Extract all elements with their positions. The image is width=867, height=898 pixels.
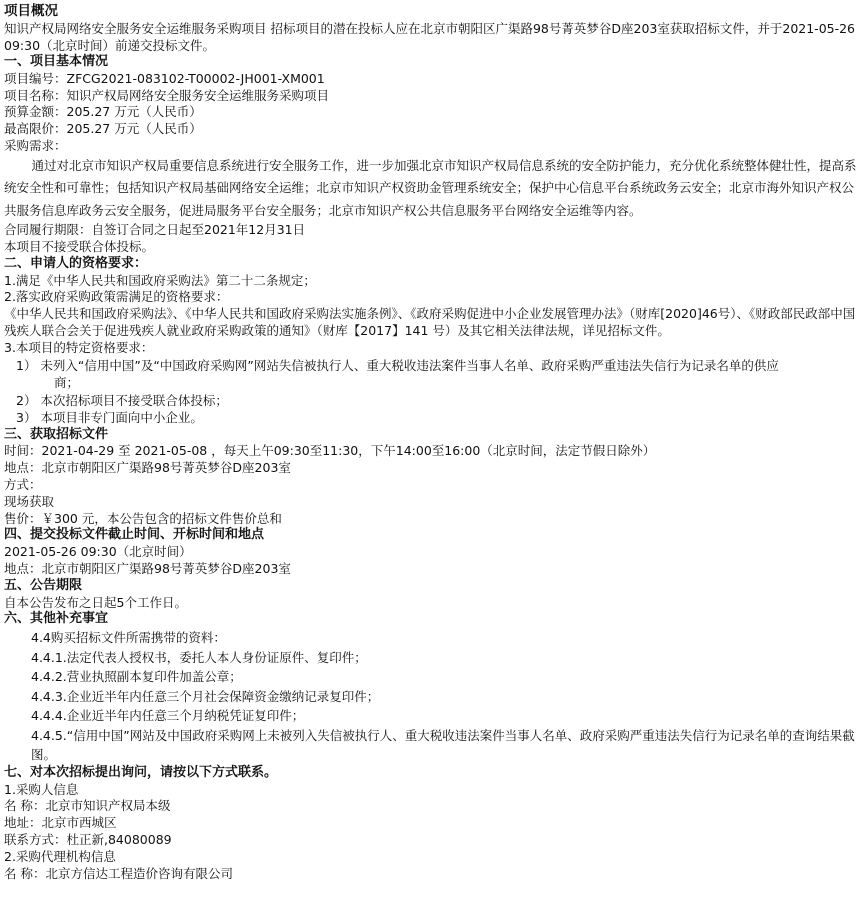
supplementary-item: 4.4.4.企业近半年内任意三个月纳税凭证复印件； [31,708,305,724]
project-name: 项目名称：知识产权局网络安全服务安全运维服务采购项目 [4,87,330,103]
supplementary-item: 4.4.2.营业执照副本复印件加盖公章； [31,669,242,685]
obtain-method-label: 方式： [4,477,42,493]
deadline-location: 地点：北京市朝阳区广渠路98号菁英梦谷D座203室 [4,561,291,577]
supplementary-item: 4.4购买招标文件所需携带的资料： [31,630,226,646]
doc-price: 售价：￥300 元，本公告包含的招标文件售价总和 [4,510,282,526]
section-heading-obtain-docs: 三、获取招标文件 [4,426,109,442]
requirement-text: 通过对北京市知识产权局重要信息系统进行安全服务工作，进一步加强北京市知识产权局信息系统的安全防护能力，充分优化系统整体健壮性，提高系统安全性和可靠性；包括知识产权局基础网络安全运维；北京市知识产权资助金管理系统安全；保护中心信息平台系统政务云安全；北京市海外知识产权公共服务信息库政务云安全服务，促进局服务平台安全服务；北京市知识产权公共信息服务平台网络安全运维等内容。 [4,157,857,218]
section-heading-supplementary: 六、其他补充事宜 [4,611,109,627]
budget-amount: 预算金额：205.27 万元（人民币） [4,104,202,120]
supplementary-item: 4.4.1.法定代表人授权书，委托人本人身份证原件、复印件； [31,649,367,665]
agency-info-label: 2.采购代理机构信息 [4,848,116,864]
purchaser-info-label: 1.采购人信息 [4,781,79,797]
project-overview-title: 项目概况 [4,3,58,19]
requirement-label: 采购需求： [4,137,67,153]
contract-period: 合同履行期限：自签订合同之日起至2021年12月31日 [4,222,306,238]
obtain-time: 时间：2021-04-29 至 2021-05-08 ，每天上午09:30至11:30，下午14:00至16:00（北京时间，法定节假日除外） [4,443,656,459]
specific-qualification-2: 2） 本次招标项目不接受联合体投标； [16,392,228,408]
policy-text: 《中华人民共和国政府采购法》、《中华人民共和国政府采购法实施条例》、《政府采购促进中小企业发展管理办法》（财库[2020]46号）、《财政部民政部中国残疾人联合会关于促进残疾人就业政府采购政策的通知》（财库【2017】141 号）及其它相关法律法规，详见招标文件。 [4,306,856,339]
notice-period: 自本公告发布之日起5个工作日。 [4,594,187,610]
qualification-line-2: 2.落实政府采购政策需满足的资格要求： [4,289,229,305]
specific-qualification-3: 3） 本项目非专门面向中小企业。 [16,410,203,426]
agency-name: 名 称：北京方信达工程造价咨询有限公司 [4,865,233,881]
section-heading-notice-period: 五、公告期限 [4,577,83,593]
supplementary-item-last: 4.4.5.“信用中国”网站及中国政府采购网上未被列入失信被执行人、重大税收违法案件当事人名单、政府采购严重违法失信行为记录名单的查询结果截图。 [31,727,855,763]
qualification-line-3: 3.本项目的特定资格要求： [4,339,154,355]
specific-qualification-1: 1） 未列入“信用中国”及“中国政府采购网”网站失信被执行人、重大税收违法案件当事人名单、政府采购严重违法失信行为记录名单的供应 [16,357,779,373]
max-price: 最高限价：205.27 万元（人民币） [4,121,202,137]
section-heading-basic-info: 一、项目基本情况 [4,54,109,69]
no-consortium-note: 本项目不接受联合体投标。 [4,239,155,255]
purchaser-address: 地址：北京市西城区 [4,815,117,831]
purchaser-name: 名 称：北京市知识产权局本级 [4,798,171,814]
deadline-time: 2021-05-26 09:30（北京时间） [4,544,192,560]
section-heading-qualifications: 二、申请人的资格要求： [4,255,148,271]
project-overview-text: 知识产权局网络安全服务安全运维服务采购项目 招标项目的潜在投标人应在北京市朝阳区广渠路98号菁英梦谷D座203室获取招标文件，并于2021-05-26 09:30（北京时间）前递交投标文件。 [4,21,856,53]
supplementary-item: 4.4.3.企业近半年内任意三个月社会保障资金缴纳记录复印件； [31,688,380,704]
section-heading-deadline: 四、提交投标文件截止时间、开标时间和地点 [4,527,265,543]
project-number: 项目编号：ZFCG2021-083102-T00002-JH001-XM001 [4,70,325,86]
obtain-location: 地点：北京市朝阳区广渠路98号菁英梦谷D座203室 [4,460,291,476]
specific-qualification-1-cont: 商； [54,375,80,391]
purchaser-contact: 联系方式：杜正新,84080089 [4,831,172,847]
obtain-method: 现场获取 [4,493,55,509]
qualification-line-1: 1.满足《中华人民共和国政府采购法》第二十二条规定； [4,272,316,288]
section-heading-contact: 七、对本次招标提出询问，请按以下方式联系。 [4,764,278,780]
